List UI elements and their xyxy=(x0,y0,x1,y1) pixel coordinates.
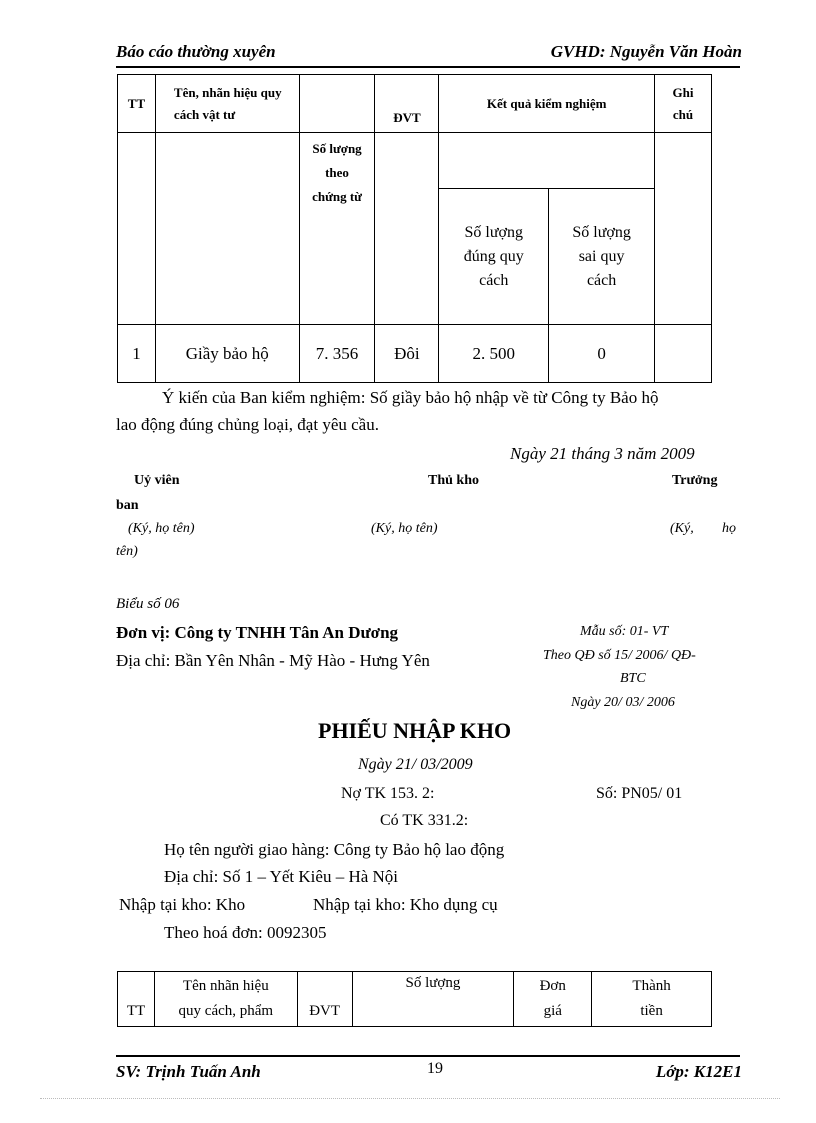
page-number: 19 xyxy=(427,1060,443,1077)
theo-qd-2: BTC xyxy=(620,671,646,686)
deliverer: Họ tên người giao hàng: Công ty Bảo hộ lao động xyxy=(164,840,505,859)
sign-date: Ngày 21 tháng 3 năm 2009 xyxy=(510,444,695,463)
row1-name: Giầy bảo hộ xyxy=(155,325,299,383)
footer-rule xyxy=(116,1055,740,1057)
footer-right: Lớp: K12E1 xyxy=(655,1062,742,1081)
ngay-qd: Ngày 20/ 03/ 2006 xyxy=(571,695,675,710)
credit-account: Có TK 331.2: xyxy=(380,812,469,829)
inspection-table xyxy=(117,74,712,383)
header-rule xyxy=(116,66,740,68)
col2-price-1: Đơn xyxy=(539,978,566,994)
col2-tt: TT xyxy=(118,972,155,1027)
footer-left: SV: Trịnh Tuấn Anh xyxy=(116,1062,261,1081)
page-edge xyxy=(40,1098,780,1099)
signer-1: Uỷ viên xyxy=(134,473,180,488)
header-left: Báo cáo thường xuyên xyxy=(116,42,276,61)
company-unit: Đơn vị: Công ty TNHH Tân An Dương xyxy=(116,623,399,642)
col2-total-1: Thành xyxy=(632,978,671,994)
theo-qd-1: Theo QĐ số 15/ 2006/ QĐ- xyxy=(543,648,696,663)
page-title: PHIẾU NHẬP KHO xyxy=(318,718,512,743)
sign-note-3b: họ xyxy=(722,521,736,536)
table-row xyxy=(118,325,712,383)
sign-note-3a: (Ký, xyxy=(670,521,694,536)
col-name: Tên, nhãn hiệu quy cách vật tư xyxy=(155,75,299,133)
col2-total-2: tiền xyxy=(640,1003,663,1019)
col2-name-1: Tên nhãn hiệu xyxy=(182,978,269,994)
col2-price-2: giá xyxy=(543,1003,562,1019)
opinion-line2: lao động đúng chủng loại, đạt yêu cầu. xyxy=(116,415,379,434)
row1-note xyxy=(655,325,712,383)
bieu-so: Biểu số 06 xyxy=(116,596,180,612)
col-result: Kết quả kiểm nghiệm xyxy=(439,75,655,133)
col2-unit: ĐVT xyxy=(297,972,352,1027)
col-tt: TT xyxy=(118,75,156,133)
warehouse-a: Nhập tại kho: Kho xyxy=(119,895,246,914)
col-wrong: Số lượng sai quy cách xyxy=(549,189,655,325)
mau-so: Mẫu số: 01- VT xyxy=(580,624,669,639)
deliverer-address: Địa chỉ: Số 1 – Yết Kiêu – Hà Nội xyxy=(164,867,399,886)
receipt-date: Ngày 21/ 03/2009 xyxy=(358,756,473,773)
signer-3: Trưởng xyxy=(672,473,718,488)
company-address: Địa chỉ: Bần Yên Nhân - Mỹ Hào - Hưng Yên xyxy=(116,651,430,670)
col-correct: Số lượng đúng quy cách xyxy=(439,189,549,325)
sign-note-2: (Ký, họ tên) xyxy=(371,521,438,536)
col-note: Ghi chú xyxy=(655,75,712,133)
warehouse-b: Nhập tại kho: Kho dụng cụ xyxy=(313,895,498,914)
col-unit: ĐVT xyxy=(375,75,439,133)
row1-unit: Đôi xyxy=(375,325,439,383)
row1-qty-doc: 7. 356 xyxy=(299,325,375,383)
receipt-number: Số: PN05/ 01 xyxy=(596,785,683,802)
col-qty-doc: Số lượng theo chứng từ xyxy=(299,133,375,325)
receipt-table xyxy=(117,971,712,1027)
sign-note-3c: tên) xyxy=(116,544,138,559)
invoice: Theo hoá đơn: 0092305 xyxy=(164,923,327,942)
row1-tt: 1 xyxy=(118,325,156,383)
row1-correct: 2. 500 xyxy=(439,325,549,383)
sign-note-1: (Ký, họ tên) xyxy=(128,521,195,536)
signer-3-cont: ban xyxy=(116,498,139,513)
signer-2: Thủ kho xyxy=(428,473,479,488)
opinion-line1: Ý kiến của Ban kiểm nghiệm: Số giầy bảo hộ nhập về từ Công ty Bảo hộ xyxy=(162,388,659,407)
row1-wrong: 0 xyxy=(549,325,655,383)
col2-name-2: quy cách, phẩm xyxy=(178,1003,274,1019)
debit-account: Nợ TK 153. 2: xyxy=(341,785,435,802)
header-right: GVHD: Nguyễn Văn Hoàn xyxy=(550,42,742,61)
col2-qty: Số lượng xyxy=(352,972,514,1027)
